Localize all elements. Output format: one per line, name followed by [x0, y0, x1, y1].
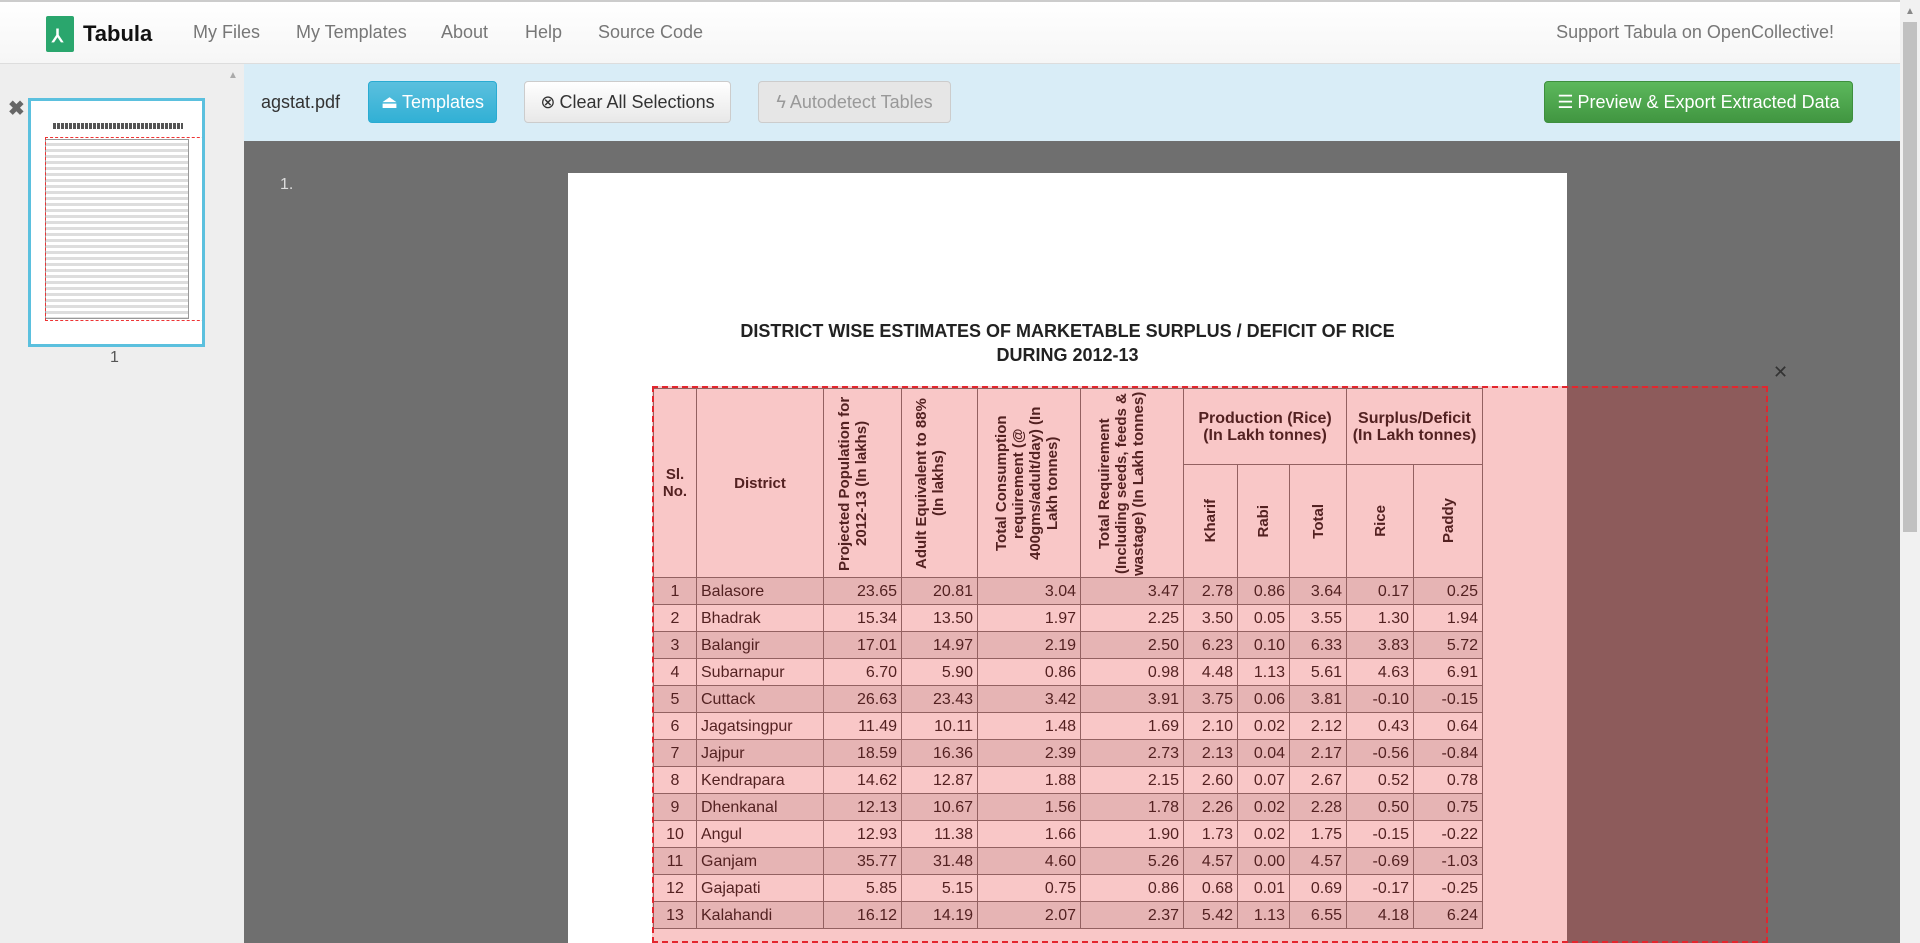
- filename: agstat.pdf: [261, 92, 341, 112]
- cell-value: 2.28: [1290, 794, 1347, 821]
- thumbnail-title: [53, 123, 183, 129]
- header-total: Total: [1309, 503, 1327, 539]
- cell-value: 1.48: [978, 713, 1081, 740]
- clear-all-selections-button[interactable]: [524, 81, 731, 123]
- header-population: Projected Population for 2012-13 (In lakhs): [835, 395, 870, 571]
- cell-value: 3.50: [1184, 605, 1238, 632]
- cell-value: 0.86: [1238, 578, 1290, 605]
- nav-my-files[interactable]: My Files: [193, 22, 260, 42]
- cell-value: 1.13: [1238, 902, 1290, 929]
- cell-value: 0.25: [1414, 578, 1483, 605]
- toolbar: [244, 64, 1900, 141]
- cell-value: 1.69: [1081, 713, 1184, 740]
- templates-button[interactable]: [368, 81, 497, 123]
- cell-value: -0.15: [1347, 821, 1414, 848]
- cell-value: 31.48: [902, 848, 978, 875]
- cell-value: 6.23: [1184, 632, 1238, 659]
- scrollbar-thumb[interactable]: [1903, 22, 1917, 532]
- cell-value: 1.75: [1290, 821, 1347, 848]
- support-link[interactable]: Support Tabula on OpenCollective!: [1556, 22, 1834, 42]
- cell-value: 2.25: [1081, 605, 1184, 632]
- cell-value: 11.38: [902, 821, 978, 848]
- cell-value: -1.03: [1414, 848, 1483, 875]
- cell-value: 0.02: [1238, 794, 1290, 821]
- templates-label: Templates: [401, 91, 485, 112]
- brand-link[interactable]: [46, 16, 152, 52]
- cell-value: 0.00: [1238, 848, 1290, 875]
- cell-value: 0.64: [1414, 713, 1483, 740]
- cell-value: 18.59: [824, 740, 902, 767]
- cell-value: 4.18: [1347, 902, 1414, 929]
- cell-value: 12.87: [902, 767, 978, 794]
- cell-value: 5.15: [902, 875, 978, 902]
- cell-district: Kendrapara: [697, 767, 824, 794]
- cell-value: 2.07: [978, 902, 1081, 929]
- remove-selection-icon[interactable]: ✕: [1773, 362, 1789, 382]
- brand-name: Tabula: [83, 21, 153, 46]
- cell-district: Balangir: [697, 632, 824, 659]
- cell-value: 1.13: [1238, 659, 1290, 686]
- cell-value: 3.64: [1290, 578, 1347, 605]
- cell-value: 0.98: [1081, 659, 1184, 686]
- cell-slno: 1: [654, 578, 697, 605]
- upload-icon: ⏏: [380, 91, 398, 112]
- cell-value: 2.78: [1184, 578, 1238, 605]
- cell-value: 0.06: [1238, 686, 1290, 713]
- cell-value: 10.11: [902, 713, 978, 740]
- nav-about[interactable]: About: [441, 22, 489, 42]
- cell-value: 26.63: [824, 686, 902, 713]
- cell-value: 1.90: [1081, 821, 1184, 848]
- cell-slno: 8: [654, 767, 697, 794]
- cell-value: 0.02: [1238, 821, 1290, 848]
- header-rabi: Rabi: [1255, 504, 1272, 538]
- cell-value: 2.10: [1184, 713, 1238, 740]
- cell-value: 5.42: [1184, 902, 1238, 929]
- page-scrollbar[interactable]: [1900, 0, 1920, 943]
- cell-value: 2.73: [1081, 740, 1184, 767]
- preview-export-button[interactable]: [1544, 81, 1853, 123]
- page-number-label: 1.: [280, 176, 294, 193]
- cell-value: 3.81: [1290, 686, 1347, 713]
- cell-value: 0.43: [1347, 713, 1414, 740]
- cell-value: -0.25: [1414, 875, 1483, 902]
- cell-value: 0.04: [1238, 740, 1290, 767]
- cell-value: 1.73: [1184, 821, 1238, 848]
- cell-slno: 7: [654, 740, 697, 767]
- cell-value: 5.26: [1081, 848, 1184, 875]
- cell-value: 5.61: [1290, 659, 1347, 686]
- cell-value: 2.13: [1184, 740, 1238, 767]
- cell-value: 2.26: [1184, 794, 1238, 821]
- cell-slno: 13: [654, 902, 697, 929]
- cell-slno: 11: [654, 848, 697, 875]
- cell-value: 0.50: [1347, 794, 1414, 821]
- cell-slno: 9: [654, 794, 697, 821]
- cell-value: 0.86: [1081, 875, 1184, 902]
- cell-value: 0.07: [1238, 767, 1290, 794]
- cell-value: 0.02: [1238, 713, 1290, 740]
- cell-slno: 3: [654, 632, 697, 659]
- cell-value: 2.37: [1081, 902, 1184, 929]
- cell-value: 2.15: [1081, 767, 1184, 794]
- cell-slno: 10: [654, 821, 697, 848]
- cell-value: 14.97: [902, 632, 978, 659]
- cell-value: 3.42: [978, 686, 1081, 713]
- cell-value: 16.12: [824, 902, 902, 929]
- preview-label: Preview & Export Extracted Data: [1577, 91, 1840, 112]
- cell-value: 14.62: [824, 767, 902, 794]
- cell-value: 5.90: [902, 659, 978, 686]
- cell-value: 0.75: [1414, 794, 1483, 821]
- thumbnail-page-number: 1: [110, 349, 119, 366]
- cell-slno: 4: [654, 659, 697, 686]
- cell-value: 1.78: [1081, 794, 1184, 821]
- cell-value: 5.85: [824, 875, 902, 902]
- cell-value: 35.77: [824, 848, 902, 875]
- cell-value: 1.56: [978, 794, 1081, 821]
- autodetect-label: Autodetect Tables: [789, 91, 933, 112]
- cell-value: 4.57: [1184, 848, 1238, 875]
- cell-value: 2.50: [1081, 632, 1184, 659]
- page-thumbnail[interactable]: [28, 98, 205, 347]
- cell-value: 1.88: [978, 767, 1081, 794]
- header-district: District: [697, 389, 824, 578]
- clear-label: Clear All Selections: [559, 91, 715, 112]
- cell-value: 2.60: [1184, 767, 1238, 794]
- cell-district: Jajpur: [697, 740, 824, 767]
- cell-value: 12.93: [824, 821, 902, 848]
- cell-value: 6.70: [824, 659, 902, 686]
- nav-source-code[interactable]: Source Code: [598, 22, 704, 42]
- cell-value: -0.17: [1347, 875, 1414, 902]
- cell-value: 4.63: [1347, 659, 1414, 686]
- cell-slno: 6: [654, 713, 697, 740]
- cell-value: -0.69: [1347, 848, 1414, 875]
- cell-value: 11.49: [824, 713, 902, 740]
- thumbnail-selection: [45, 137, 205, 321]
- header-adult: Adult Equivalent to 88% (In lakhs): [912, 397, 947, 569]
- cell-district: Dhenkanal: [697, 794, 824, 821]
- close-circle-icon: ⊗: [540, 91, 556, 112]
- cell-value: 0.86: [978, 659, 1081, 686]
- cell-value: 6.55: [1290, 902, 1347, 929]
- navbar: [0, 0, 1900, 64]
- cell-value: 23.65: [824, 578, 902, 605]
- delete-page-icon[interactable]: ✖: [8, 98, 25, 120]
- cell-value: 4.48: [1184, 659, 1238, 686]
- cell-district: Subarnapur: [697, 659, 824, 686]
- cell-value: 2.12: [1290, 713, 1347, 740]
- cell-value: -0.84: [1414, 740, 1483, 767]
- document-title-line2: DURING 2012-13: [996, 345, 1139, 365]
- nav-help[interactable]: Help: [525, 22, 563, 42]
- cell-value: -0.15: [1414, 686, 1483, 713]
- cell-value: 0.78: [1414, 767, 1483, 794]
- cell-value: 3.47: [1081, 578, 1184, 605]
- nav-my-templates[interactable]: My Templates: [296, 22, 407, 42]
- cell-value: 6.91: [1414, 659, 1483, 686]
- cell-value: 3.91: [1081, 686, 1184, 713]
- cell-value: 0.10: [1238, 632, 1290, 659]
- cell-value: 13.50: [902, 605, 978, 632]
- page-thumbnails-sidebar: [0, 64, 244, 943]
- lightning-icon: ϟ: [776, 91, 786, 112]
- cell-district: Jagatsingpur: [697, 713, 824, 740]
- cell-value: 2.39: [978, 740, 1081, 767]
- cell-district: Ganjam: [697, 848, 824, 875]
- cell-value: 14.19: [902, 902, 978, 929]
- cell-value: 0.01: [1238, 875, 1290, 902]
- header-slno: Sl. No.: [654, 389, 697, 578]
- cell-value: 0.17: [1347, 578, 1414, 605]
- cell-district: Cuttack: [697, 686, 824, 713]
- cell-value: 15.34: [824, 605, 902, 632]
- cell-value: 0.05: [1238, 605, 1290, 632]
- cell-value: 1.94: [1414, 605, 1483, 632]
- header-consumption: Total Consumption requirement (@ 400gms/adult/day) (In Lakh tonnes): [993, 406, 1061, 560]
- cell-value: 2.67: [1290, 767, 1347, 794]
- header-production: Production (Rice) (In Lakh tonnes): [1184, 389, 1347, 465]
- cell-value: 4.57: [1290, 848, 1347, 875]
- cell-value: 23.43: [902, 686, 978, 713]
- cell-value: 0.52: [1347, 767, 1414, 794]
- cell-value: 1.66: [978, 821, 1081, 848]
- cell-slno: 12: [654, 875, 697, 902]
- table-selection-area[interactable]: [652, 386, 1768, 943]
- cell-value: 3.83: [1347, 632, 1414, 659]
- header-kharif: Kharif: [1202, 499, 1219, 543]
- cell-value: 10.67: [902, 794, 978, 821]
- cell-district: Kalahandi: [697, 902, 824, 929]
- cell-value: 1.30: [1347, 605, 1414, 632]
- cell-slno: 5: [654, 686, 697, 713]
- document-title-line1: DISTRICT WISE ESTIMATES OF MARKETABLE SURPLUS / DEFICIT OF RICE: [740, 321, 1395, 341]
- cell-value: 20.81: [902, 578, 978, 605]
- cell-value: -0.56: [1347, 740, 1414, 767]
- cell-value: 1.97: [978, 605, 1081, 632]
- cell-value: 12.13: [824, 794, 902, 821]
- cell-value: -0.22: [1414, 821, 1483, 848]
- cell-value: 2.17: [1290, 740, 1347, 767]
- header-requirement: Total Requirement (Including seeds, feeds & wastage) (In Lakh tonnes): [1096, 390, 1147, 576]
- cell-district: Balasore: [697, 578, 824, 605]
- list-icon: ☰: [1557, 91, 1574, 112]
- cell-value: 16.36: [902, 740, 978, 767]
- cell-value: 3.55: [1290, 605, 1347, 632]
- autodetect-tables-button[interactable]: [758, 81, 951, 123]
- header-surplus: Surplus/Deficit (In Lakh tonnes): [1347, 389, 1483, 465]
- tabula-logo-icon: [46, 16, 74, 52]
- header-paddy: Paddy: [1439, 498, 1457, 544]
- cell-value: 3.75: [1184, 686, 1238, 713]
- cell-value: 4.60: [978, 848, 1081, 875]
- cell-district: Gajapati: [697, 875, 824, 902]
- cell-value: 0.75: [978, 875, 1081, 902]
- cell-slno: 2: [654, 605, 697, 632]
- cell-value: -0.10: [1347, 686, 1414, 713]
- scroll-up-icon[interactable]: ▲: [1905, 6, 1915, 17]
- cell-value: 5.72: [1414, 632, 1483, 659]
- cell-district: Bhadrak: [697, 605, 824, 632]
- cell-value: 2.19: [978, 632, 1081, 659]
- header-rice: Rice: [1371, 505, 1389, 537]
- sidebar-scroll-up-icon[interactable]: ▲: [228, 70, 238, 81]
- cell-value: 6.24: [1414, 902, 1483, 929]
- cell-value: 3.04: [978, 578, 1081, 605]
- cell-value: 0.68: [1184, 875, 1238, 902]
- cell-value: 17.01: [824, 632, 902, 659]
- cell-value: 0.69: [1290, 875, 1347, 902]
- cell-value: 6.33: [1290, 632, 1347, 659]
- cell-district: Angul: [697, 821, 824, 848]
